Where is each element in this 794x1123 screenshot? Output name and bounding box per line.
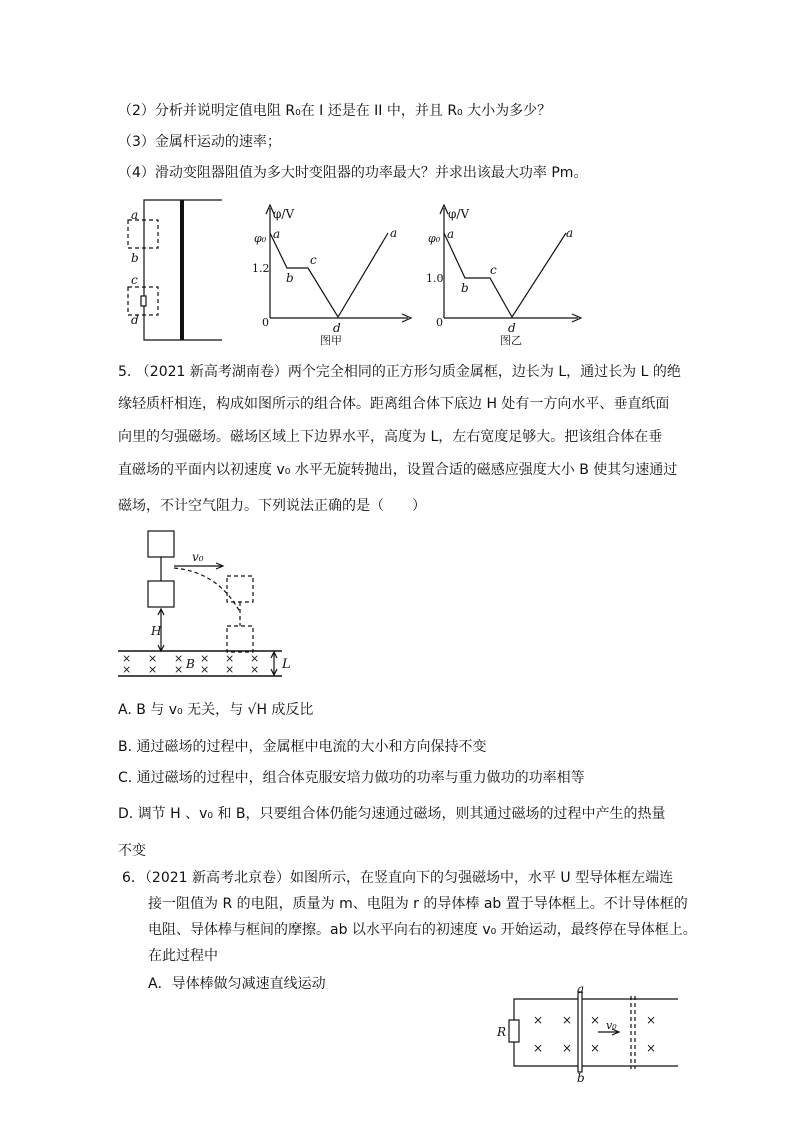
q6-a-label: a xyxy=(577,982,585,996)
circuit-label-c: c xyxy=(131,273,138,287)
graph-jia-pt-d: d xyxy=(333,321,341,335)
graph-jia-origin: 0 xyxy=(262,316,269,329)
q6-line-4: 在此过程中 xyxy=(148,948,218,964)
svg-text:×: × xyxy=(122,663,132,676)
q5-v0-label: v₀ xyxy=(192,550,204,564)
svg-text:×: × xyxy=(533,1041,544,1055)
q5-line-5: 磁场，不计空气阻力。下列说法正确的是（ ） xyxy=(118,498,426,514)
graph-yi-y-axis-label: φ/V xyxy=(448,207,470,221)
q4-part-3: （3）金属杆运动的速率； xyxy=(118,134,281,150)
svg-text:×: × xyxy=(562,1013,573,1027)
graph-yi-pt-a: a xyxy=(447,227,455,241)
q6-line-1: 6．（2021 新高考北京卷）如图所示，在竖直向下的匀强磁场中，水平 U 型导体框左端连 xyxy=(122,870,674,886)
svg-text:×: × xyxy=(122,652,132,665)
q5-option-d: D. 调节 H 、v₀ 和 B，只要组合体仍能匀速通过磁场，则其通过磁场的过程中产生的热量 xyxy=(118,806,666,822)
q5-line-3: 向里的匀强磁场。磁场区域上下边界水平，高度为 L，左右宽度足够大。把该组合体在垂 xyxy=(118,429,663,445)
graph-yi-caption: 图乙 xyxy=(500,334,522,347)
svg-text:×: × xyxy=(148,663,158,676)
graph-yi-origin: 0 xyxy=(436,316,443,329)
graph-yi-pt-d: d xyxy=(508,321,516,335)
svg-text:×: × xyxy=(533,1013,544,1027)
graph-jia-tick: 1.2 xyxy=(252,262,270,275)
q5-option-a: A. B 与 v₀ 无关，与 √H 成反比 xyxy=(118,702,314,718)
q5-option-d-cont: 不变 xyxy=(118,843,146,859)
q6-line-3: 电阻、导体棒与框间的摩擦。ab 以水平向右的初速度 v₀ 开始运动，最终停在导体框上。 xyxy=(148,922,697,938)
graph-jia-caption: 图甲 xyxy=(320,334,342,347)
graph-yi-tick: 1.0 xyxy=(426,272,444,285)
svg-text:×: × xyxy=(174,652,184,665)
q6-b-label: b xyxy=(577,1071,585,1085)
q5-option-c: C. 通过磁场的过程中，组合体克服安培力做功的功率与重力做功的功率相等 xyxy=(118,770,585,786)
graph-yi-phi0: φ₀ xyxy=(428,232,441,245)
graph-jia-y-axis-label: φ/V xyxy=(273,207,295,221)
q6-option-a: A．导体棒做匀减速直线运动 xyxy=(148,976,326,992)
svg-text:×: × xyxy=(200,652,210,665)
graph-yi-pt-b: b xyxy=(461,281,469,295)
q6-line-2: 接一阻值为 R 的电阻，质量为 m、电阻为 r 的导体棒 ab 置于导体框上。不计导体框的 xyxy=(148,896,688,912)
circuit-label-a: a xyxy=(131,208,139,222)
q4-part-4: （4）滑动变阻器阻值为多大时变阻器的功率最大？并求出该最大功率 Pm。 xyxy=(118,165,588,181)
svg-text:×: × xyxy=(225,663,235,676)
svg-text:×: × xyxy=(174,663,184,676)
graph-jia-pt-b: b xyxy=(286,271,294,285)
svg-text:×: × xyxy=(250,663,260,676)
q6-R-label: R xyxy=(497,1025,507,1039)
svg-text:×: × xyxy=(590,1041,601,1055)
svg-text:×: × xyxy=(200,663,210,676)
q5-option-b: B. 通过磁场的过程中，金属框中电流的大小和方向保持不变 xyxy=(118,739,487,755)
q5-H-label: H xyxy=(151,624,162,638)
q6-v0-label: v₀ xyxy=(606,1019,617,1032)
svg-text:×: × xyxy=(646,1013,657,1027)
circuit-label-d: d xyxy=(131,313,139,327)
q5-line-1: 5. （2021 新高考湖南卷）两个完全相同的正方形匀质金属框，边长为 L，通过长为 L 的绝 xyxy=(118,364,681,380)
q5-line-2: 缘轻质杆相连，构成如图所示的组合体。距离组合体下底边 H 处有一方向水平、垂直纸面 xyxy=(118,396,670,412)
svg-text:×: × xyxy=(250,652,260,665)
q5-line-4: 直磁场的平面内以初速度 v₀ 水平无旋转抛出，设置合适的磁感应强度大小 B 使其匀速通过 xyxy=(118,462,678,478)
q5-L-label: L xyxy=(282,657,291,672)
q5-B-label: B xyxy=(186,657,195,671)
svg-text:×: × xyxy=(562,1041,573,1055)
svg-text:×: × xyxy=(225,652,235,665)
svg-text:×: × xyxy=(646,1041,657,1055)
graph-yi-pt-a2: a xyxy=(566,226,574,240)
q6-field-crosses xyxy=(533,1013,656,1055)
graph-yi-pt-c: c xyxy=(490,263,497,277)
svg-text:×: × xyxy=(148,652,158,665)
q4-part-2: （2）分析并说明定值电阻 R₀在 I 还是在 II 中，并且 R₀ 大小为多少？ xyxy=(118,103,552,119)
svg-text:×: × xyxy=(590,1013,601,1027)
graph-jia-phi0: φ₀ xyxy=(254,232,267,245)
graph-jia-pt-a: a xyxy=(273,227,281,241)
graph-jia-pt-c: c xyxy=(310,253,317,267)
graph-jia-pt-a2: a xyxy=(390,226,398,240)
circuit-label-b: b xyxy=(131,251,139,265)
